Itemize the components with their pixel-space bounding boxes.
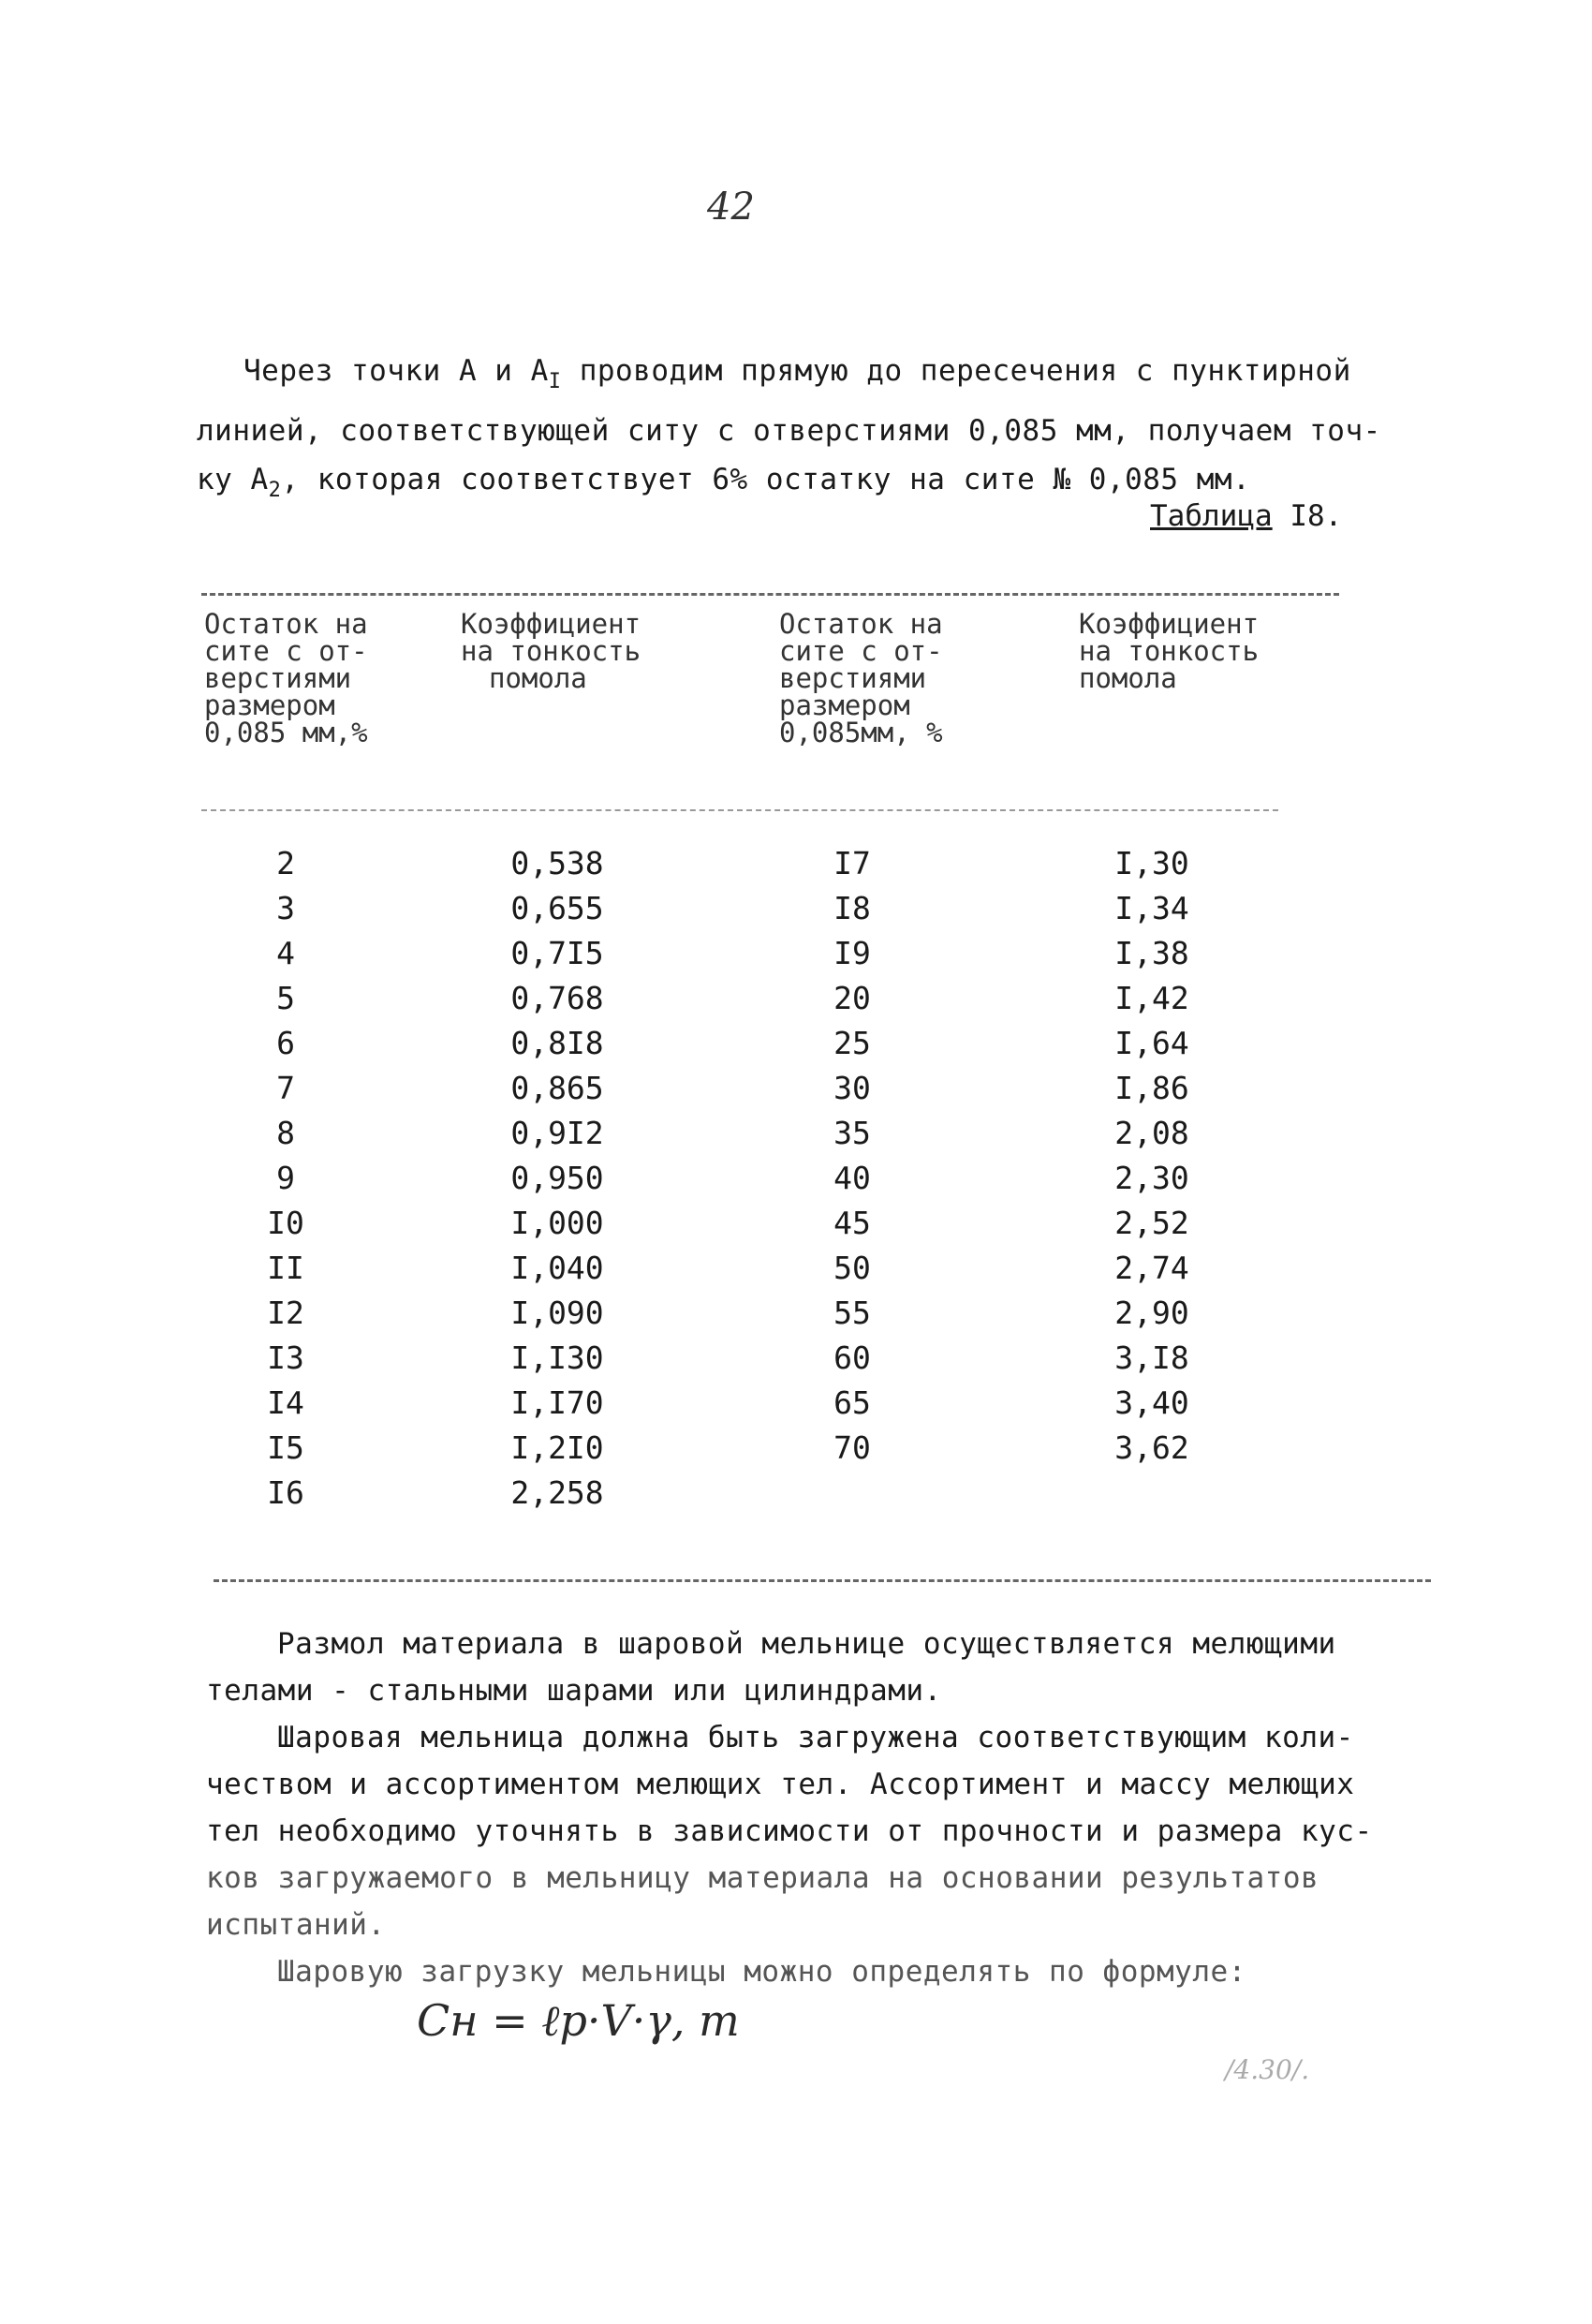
column-header-coefficient-2: Коэффициент на тонкость помола bbox=[1079, 608, 1260, 694]
table-row: I3 I,I30 60 3,I8 bbox=[267, 1340, 1189, 1376]
body-line: чеством и ассортиментом мелющих тел. Ассортимент и массу мелющих bbox=[206, 1768, 1355, 1801]
table-row: I5 I,2I0 70 3,62 bbox=[267, 1429, 1189, 1466]
body-line: Шаровая мельница должна быть загружена соответствующим коли- bbox=[277, 1721, 1354, 1754]
table-row: 2 0,538 I7 I,30 bbox=[276, 845, 1189, 881]
table-row: 5 0,768 20 I,42 bbox=[276, 980, 1189, 1016]
body-line: ков загружаемого в мельницу материала на основании результатов bbox=[206, 1861, 1319, 1895]
body-line: Размол материала в шаровой мельнице осуществляется мелющими bbox=[277, 1627, 1336, 1661]
handwritten-formula: Cн = ℓр·V·γ, т bbox=[417, 1995, 740, 2046]
table-row: 8 0,9I2 35 2,08 bbox=[276, 1115, 1189, 1151]
body-line: телами - стальными шарами или цилиндрами. bbox=[206, 1674, 942, 1708]
intro-line: ку $А_2$, которая соответствует 6% остатку на сите № 0,085 мм. bbox=[197, 463, 1251, 502]
table-row: 7 0,865 30 I,86 bbox=[276, 1070, 1189, 1106]
table-bottom-rule bbox=[214, 1579, 1431, 1582]
table-row: 9 0,950 40 2,30 bbox=[276, 1160, 1189, 1196]
table-body bbox=[0, 845, 1592, 1519]
page-number: 42 bbox=[707, 185, 755, 229]
table-caption-number: I8. bbox=[1290, 499, 1343, 533]
table-row: I2 I,090 55 2,90 bbox=[267, 1295, 1189, 1331]
table-caption bbox=[1150, 499, 1342, 533]
intro-line: линией, соответствующей ситу с отверстиями 0,085 мм, получаем точ- bbox=[197, 414, 1381, 448]
table-row: I4 I,I70 65 3,40 bbox=[267, 1384, 1189, 1421]
intro-line: Через точки А и $А_I$ проводим прямую до пересечения с пунктирной bbox=[243, 354, 1351, 393]
table-row: II I,040 50 2,74 bbox=[267, 1250, 1189, 1286]
column-header-residue-2: Остаток на сите с от- верстиями размером 0,085мм, % bbox=[779, 608, 943, 748]
table-header-rule bbox=[201, 809, 1278, 811]
body-line: тел необходимо уточнять в зависимости от прочности и размера кус- bbox=[206, 1814, 1373, 1848]
column-header-coefficient-1: Коэффициент на тонкость помола bbox=[461, 608, 641, 694]
faint-stamp: /4.30/. bbox=[1225, 2054, 1310, 2085]
table-row: I0 I,000 45 2,52 bbox=[267, 1205, 1189, 1241]
table-row: 4 0,7I5 I9 I,38 bbox=[276, 935, 1189, 971]
intro-paragraph bbox=[197, 347, 1433, 515]
table-row: I6 2,258 bbox=[267, 1474, 604, 1511]
table-top-rule bbox=[201, 593, 1339, 596]
body-line: Шаровую загрузку мельницы можно определять по формуле: bbox=[277, 1955, 1246, 1989]
body-text bbox=[206, 1621, 1442, 1995]
column-header-residue-1: Остаток на сите с от- верстиями размером 0,085 мм,% bbox=[204, 608, 368, 748]
table-caption-label: Таблица bbox=[1150, 499, 1273, 533]
table-row: 6 0,8I8 25 I,64 bbox=[276, 1025, 1189, 1061]
body-line: испытаний. bbox=[206, 1908, 386, 1942]
table-row: 3 0,655 I8 I,34 bbox=[276, 890, 1189, 926]
